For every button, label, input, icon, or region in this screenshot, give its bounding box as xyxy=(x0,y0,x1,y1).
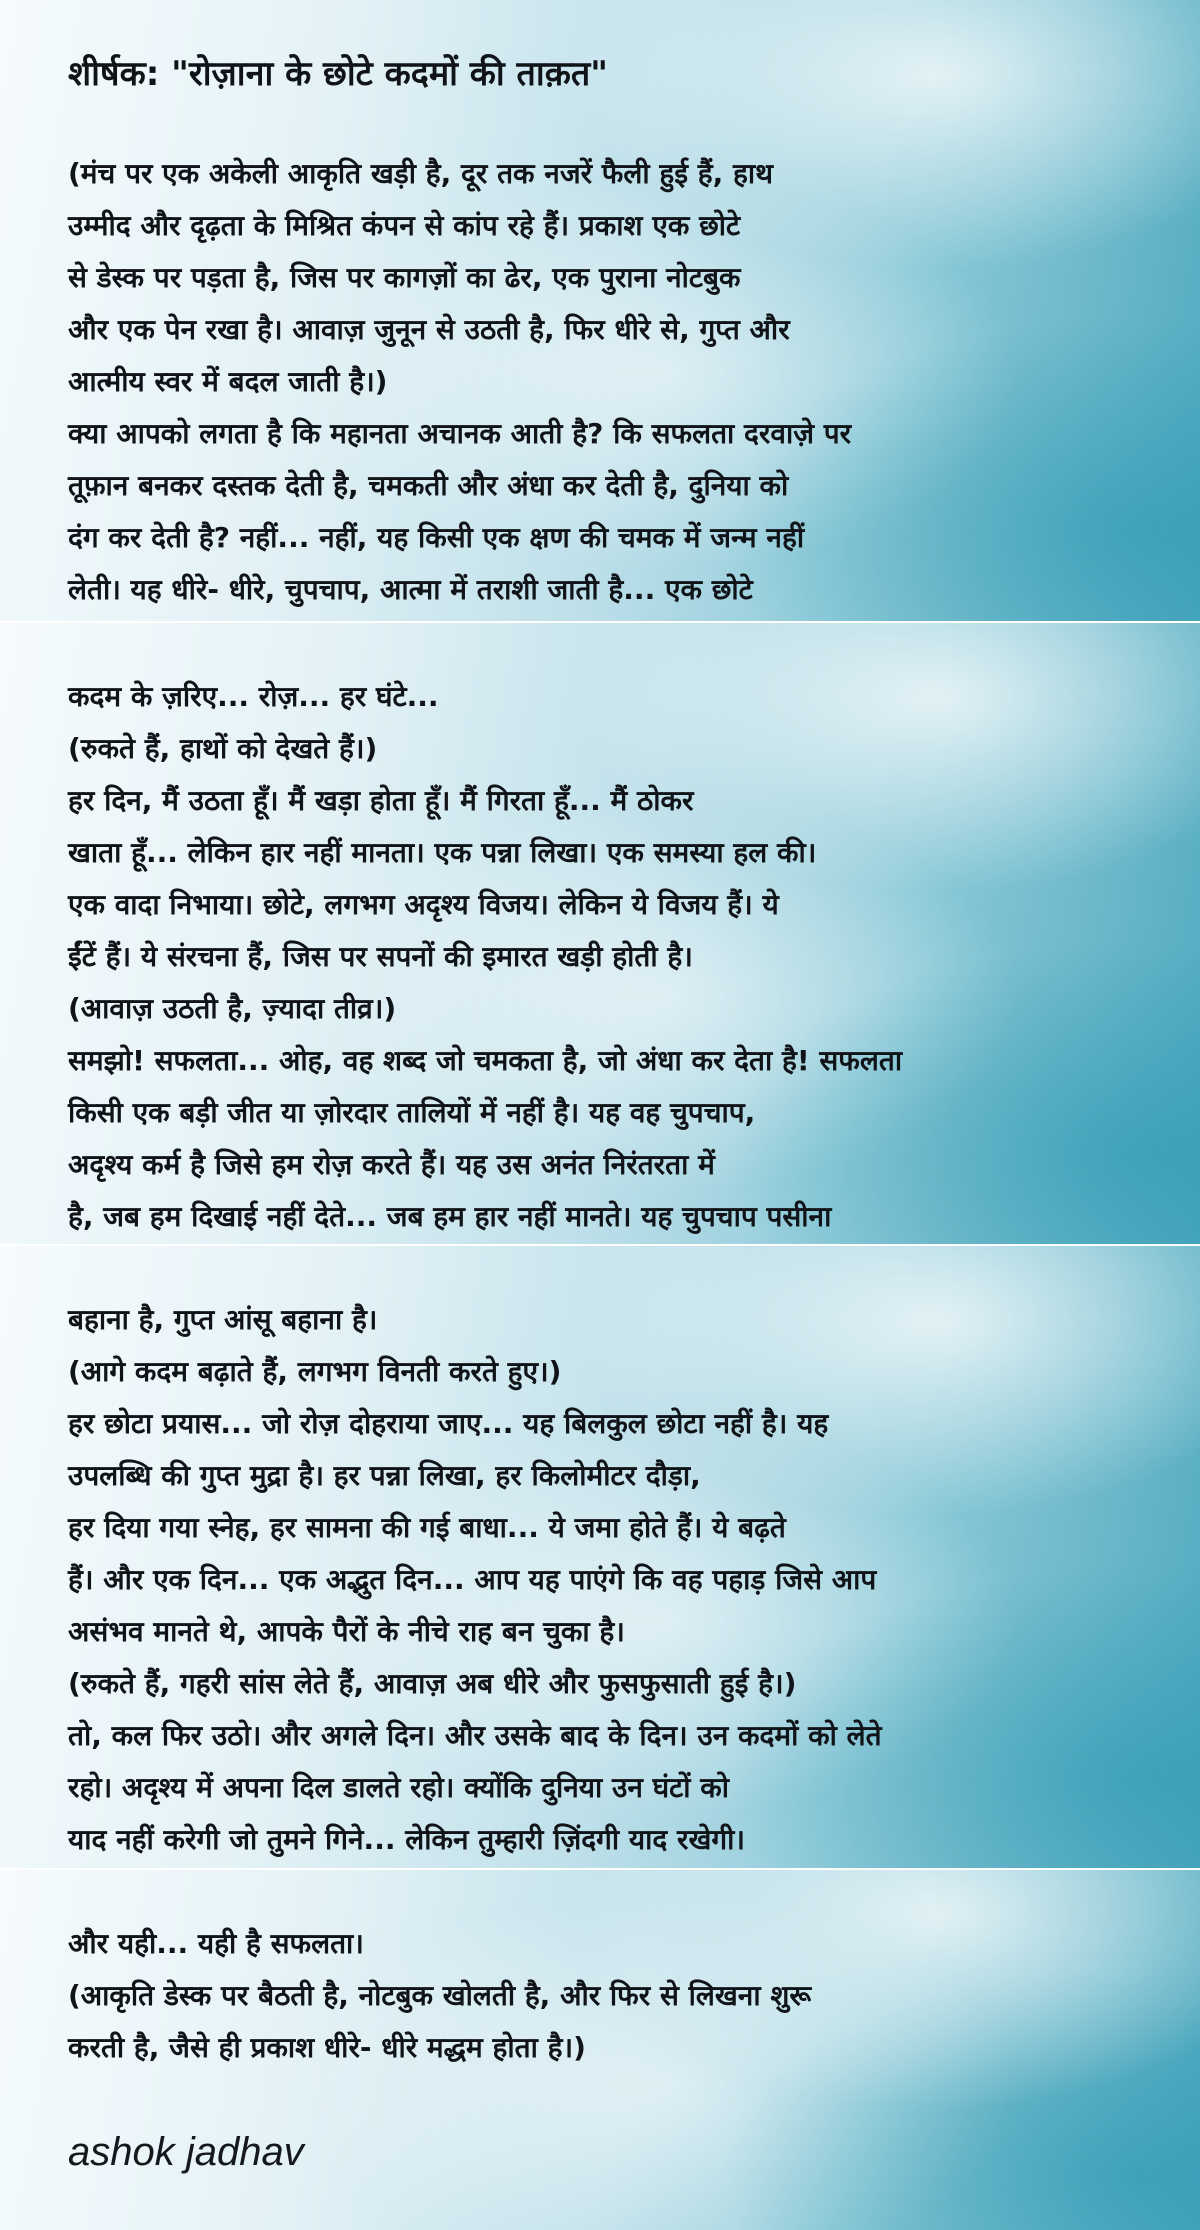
poem-line: दंग कर देती है? नहीं... नहीं, यह किसी एक क्षण की चमक में जन्म नहीं xyxy=(68,521,805,554)
poem-panel-2 xyxy=(0,623,1200,1246)
poem-line: उपलब्धि की गुप्त मुद्रा है। हर पन्ना लिखा, हर किलोमीटर दौड़ा, xyxy=(68,1459,701,1492)
poem-panel-1 xyxy=(0,0,1200,623)
poem-line: याद नहीं करेगी जो तुमने गिने... लेकिन तुम्हारी ज़िंदगी याद रखेगी। xyxy=(68,1823,745,1856)
poem-line: हर दिया गया स्नेह, हर सामना की गई बाधा... ये जमा होते हैं। ये बढ़ते xyxy=(68,1511,786,1544)
poem-line: और एक पेन रखा है। आवाज़ जुनून से उठती है, फिर धीरे से, गुप्त और xyxy=(68,313,790,346)
poem-line: असंभव मानते थे, आपके पैरों के नीचे राह बन चुका है। xyxy=(68,1615,625,1648)
poem-line: रहो। अदृश्य में अपना दिल डालते रहो। क्योंकि दुनिया उन घंटों को xyxy=(68,1771,730,1804)
poem-line: हर दिन, मैं उठता हूँ। मैं खड़ा होता हूँ। मैं गिरता हूँ... मैं ठोकर xyxy=(68,784,694,817)
poem-line: (आगे कदम बढ़ाते हैं, लगभग विनती करते हुए।) xyxy=(68,1355,562,1388)
poem-panel-4 xyxy=(0,1870,1200,2230)
poem-line: क्या आपको लगता है कि महानता अचानक आती है? कि सफलता दरवाज़े पर xyxy=(68,417,852,450)
poem-line: एक वादा निभाया। छोटे, लगभग अदृश्य विजय। लेकिन ये विजय हैं। ये xyxy=(68,888,779,921)
poem-line: लेती। यह धीरे- धीरे, चुपचाप, आत्मा में तराशी जाती है... एक छोटे xyxy=(68,573,753,606)
poem-line: करती है, जैसे ही प्रकाश धीरे- धीरे मद्धम होता है।) xyxy=(68,2031,586,2064)
poem-stanza-2 xyxy=(68,671,902,1243)
poem-line: से डेस्क पर पड़ता है, जिस पर कागज़ों का ढेर, एक पुराना नोटबुक xyxy=(68,261,741,294)
poem-line: तो, कल फिर उठो। और अगले दिन। और उसके बाद के दिन। उन कदमों को लेते xyxy=(68,1719,882,1752)
poem-line: तूफ़ान बनकर दस्तक देती है, चमकती और अंधा कर देती है, दुनिया को xyxy=(68,469,789,502)
author-signature: ashok jadhav xyxy=(68,2130,304,2174)
poem-line: उम्मीद और दृढ़ता के मिश्रित कंपन से कांप रहे हैं। प्रकाश एक छोटे xyxy=(68,209,741,242)
poem-line: समझो! सफलता... ओह, वह शब्द जो चमकता है, जो अंधा कर देता है! सफलता xyxy=(68,1044,903,1077)
poem-line: (मंच पर एक अकेली आकृति खड़ी है, दूर तक नजरें फैली हुई हैं, हाथ xyxy=(68,157,774,190)
poem-line: (रुकते हैं, गहरी सांस लेते हैं, आवाज़ अब धीरे और फुसफुसाती हुई है।) xyxy=(68,1667,797,1700)
poem-line: और यही... यही है सफलता। xyxy=(68,1927,364,1960)
poem-stanza-3 xyxy=(68,1294,882,1866)
poem-line: ईंटें हैं। ये संरचना हैं, जिस पर सपनों की इमारत खड़ी होती है। xyxy=(68,940,693,973)
poem-line: (आवाज़ उठती है, ज़्यादा तीव्र।) xyxy=(68,992,397,1025)
poem-line: खाता हूँ... लेकिन हार नहीं मानता। एक पन्ना लिखा। एक समस्या हल की। xyxy=(68,836,817,869)
poem-line: (रुकते हैं, हाथों को देखते हैं।) xyxy=(68,732,378,765)
poem-title: शीर्षक: "रोज़ाना के छोटे कदमों की ताक़त" xyxy=(68,54,608,94)
poem-stanza-4 xyxy=(68,1918,811,2074)
poem-stanza-1 xyxy=(68,148,851,616)
poem-line: हर छोटा प्रयास... जो रोज़ दोहराया जाए... यह बिलकुल छोटा नहीं है। यह xyxy=(68,1407,829,1440)
poem-panel-3 xyxy=(0,1246,1200,1870)
poem-line: किसी एक बड़ी जीत या ज़ोरदार तालियों में नहीं है। यह वह चुपचाप, xyxy=(68,1096,756,1129)
poem-line: (आकृति डेस्क पर बैठती है, नोटबुक खोलती है, और फिर से लिखना शुरू xyxy=(68,1979,812,2012)
poem-line: हैं। और एक दिन... एक अद्भुत दिन... आप यह पाएंगे कि वह पहाड़ जिसे आप xyxy=(68,1563,877,1596)
poem-line: बहाना है, गुप्त आंसू बहाना है। xyxy=(68,1303,378,1336)
poem-line: अदृश्य कर्म है जिसे हम रोज़ करते हैं। यह उस अनंत निरंतरता में xyxy=(68,1148,715,1181)
poem-line: है, जब हम दिखाई नहीं देते... जब हम हार नहीं मानते। यह चुपचाप पसीना xyxy=(68,1200,832,1233)
poem-line: आत्मीय स्वर में बदल जाती है।) xyxy=(68,365,388,398)
poem-line: कदम के ज़रिए... रोज़... हर घंटे... xyxy=(68,680,439,713)
